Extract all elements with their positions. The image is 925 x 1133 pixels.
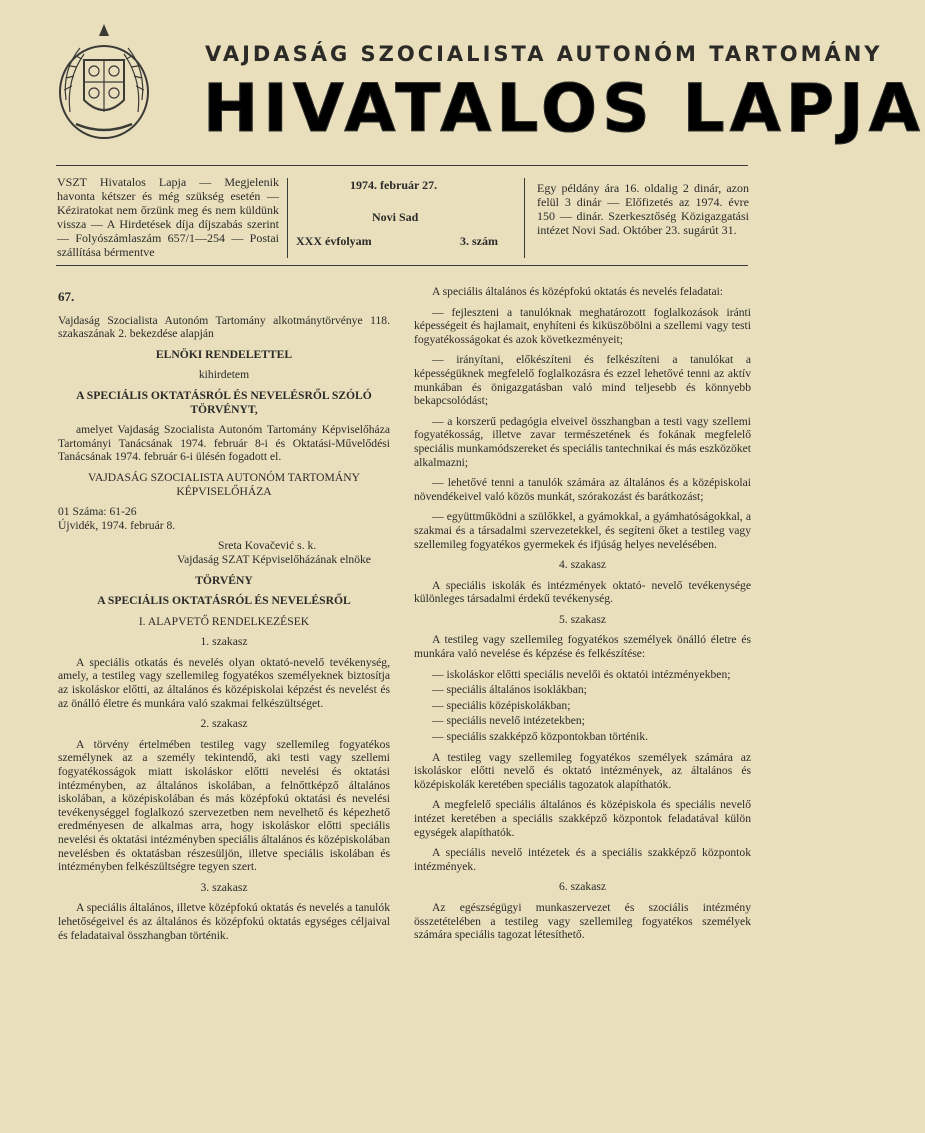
masthead-title-text: HIVATALOS LAPJA bbox=[203, 70, 925, 147]
right-column bbox=[414, 285, 751, 949]
section-5-intro: A testileg vagy szellemileg fogyatékos személyek önálló életre és munkára való nevelése és képzése és felkészítése: bbox=[414, 633, 751, 661]
masthead-subtitle: VAJDASÁG SZOCIALISTA AUTONÓM TARTOMÁNY bbox=[205, 42, 883, 66]
institution-list-item: — speciális középiskolákban; bbox=[432, 698, 571, 712]
intro-paragraph: Vajdaság Szocialista Autonóm Tartomány alkotmánytörvénye 118. szakaszának 2. bekezdése alapján bbox=[58, 313, 390, 341]
section-2-text: A törvény értelmében testileg vagy szellemileg fogyatékos személynek az a személy tekintendő, aki testi vagy szellemi fogyatékosságok miatt iskoláskor előtti nevelési és oktatási intézményben, az általános iskolában, a felnőttképző általános iskolában, a középiskolában és más középfokú oktatási és nevelési tevékenységgel foglalkozó szervezetben nem nevelhető és képezhető eredményesen de alkalmas arra, hogy iskoláskor előtti speciális nevelési és oktatási intézményben speciális általános és középiskolában nevelésben és oktatásban részesüljön, illetve speciális iskolában és intézményben felkészültségre tegyen szert. bbox=[58, 737, 390, 874]
section-5-paragraph: A megfelelő speciális általános és középiskola és speciális nevelő intézet keretében a speciális szakképző központok feladatával külön egységek alapíthatók. bbox=[414, 798, 751, 839]
task-item: — fejleszteni a tanulóknak meghatározott foglalkozások iránti képességeit és hajlamait, enyhíteni és kiküszöbölni a szellemi vagy testi fogyatékosságokat és azok következményeit; bbox=[414, 305, 751, 346]
chapter-heading: I. ALAPVETŐ RENDELKEZÉSEK bbox=[138, 614, 310, 628]
section-4-heading: 4. szakasz bbox=[559, 558, 606, 572]
section-6-text: Az egészségügyi munkaszervezet és szociális intézmény összetételében a testileg vagy szellemileg fogyatékos személyek számára speciális tagozat létesíthető. bbox=[414, 900, 751, 942]
tasks-intro: A speciális általános és középfokú oktatás és nevelés feladatai: bbox=[432, 285, 724, 298]
section-3-text: A speciális általános, illetve középfokú oktatás és nevelés a tanulók lehetőségeivel és az általános és középfokú oktatás egységes céljaival és feladataival összhangban történik. bbox=[58, 901, 390, 942]
promulgation-text: kihirdetem bbox=[198, 368, 250, 382]
publication-info: VSZT Hivatalos Lapja — Megjelenik havonta kétszer és még szükség esetén — Kéziratokat nem őrzünk meg és nem küldünk vissza — A Hirdetések díja díjszabás szerint — Folyószámlaszám 657/1—254 — Postai szállítása bérmentve bbox=[57, 175, 279, 259]
section-5-paragraph: A speciális nevelő intézetek és a speciális szakképző központok intézmények. bbox=[414, 846, 751, 873]
section-1-heading: 1. szakasz bbox=[200, 635, 248, 649]
adoption-paragraph: amelyet Vajdaság Szocialista Autonóm Tartomány Képviselőháza Tartományi Tanácsának 1974. február 8-i és Oktatási-Művelődési Tanácsának 1974. február 6-i ülésén fogadott el. bbox=[58, 423, 390, 464]
item-number: 67. bbox=[58, 289, 75, 304]
left-column bbox=[58, 290, 390, 949]
institution-list-item: — speciális általános isoklákban; bbox=[432, 683, 587, 697]
issue-volume: XXX évfolyam bbox=[296, 234, 372, 248]
section-6-heading: 6. szakasz bbox=[559, 880, 606, 894]
signer-name: Sreta Kovačević s. k. bbox=[218, 539, 317, 553]
law-title-heading: A SPECIÁLIS OKTATÁSRÓL ÉS NEVELÉSRŐL SZÓLÓ TÖRVÉNYT, bbox=[76, 388, 372, 416]
section-4-text: A speciális iskolák és intézmények oktató- nevelő tevékenysége különleges társadalmi érdekű tevékenység. bbox=[414, 578, 751, 606]
signer-role: Vajdaság SZAT Képviselőházának elnöke bbox=[177, 552, 371, 566]
decree-heading: ELNÖKI RENDELETTEL bbox=[155, 347, 293, 361]
reference-number: 01 Száma: 61-26 bbox=[58, 505, 137, 519]
section-5-heading: 5. szakasz bbox=[559, 612, 606, 626]
header-bottom-rule bbox=[56, 265, 748, 266]
section-3-heading: 3. szakasz bbox=[200, 880, 248, 894]
task-item: — lehetővé tenni a tanulók számára az általános és a középiskolai növendékeivel való közös munkát, szórakozást és barátkozást; bbox=[414, 476, 751, 503]
task-item: — irányítani, előkészíteni és felkészíteni a tanulókat a képességüknek megfelelő foglalkozásra és ezzel lehetővé tenni az aktív munkában és önigazgatásban való mind teljesebb és könnyebb bekapcsolódást; bbox=[414, 353, 751, 408]
masthead-title bbox=[203, 70, 925, 147]
coat-of-arms-emblem bbox=[56, 20, 152, 144]
header-top-rule bbox=[56, 165, 748, 166]
header-divider-left bbox=[287, 178, 288, 258]
law-heading: TÖRVÉNY bbox=[195, 573, 253, 587]
task-item: — a korszerű pedagógia elveivel összhangban a testi vagy szellemi fogyatékosság, illetve zavar természetének és fokának megfelelő speciális munkamódszereket és speciális tantechnikai és más eszközöket alkalmazni; bbox=[414, 414, 751, 469]
institution-list-item: — speciális nevelő intézetekben; bbox=[432, 714, 585, 728]
header-divider-right bbox=[524, 178, 525, 258]
institution-list-item: — speciális szakképző központokban történik. bbox=[432, 730, 649, 744]
price-subscription-info: Egy példány ára 16. oldalig 2 dinár, azon felül 3 dinár — Előfizetés az 1974. évre 150 — dinár. Szerkesztőség Közigazgatási intézet Novi Sad. Október 23. sugárút 31. bbox=[537, 181, 749, 237]
issue-number: 3. szám bbox=[460, 234, 498, 248]
issue-date: 1974. február 27. bbox=[350, 178, 438, 192]
section-5-paragraph: A testileg vagy szellemileg fogyatékos személyek számára az iskoláskor előtti nevelő és oktató intézmények, az általános és középiskolák keretében speciális tagozatok alapíthatók. bbox=[414, 750, 751, 791]
reference-date: Újvidék, 1974. február 8. bbox=[58, 518, 176, 532]
section-2-heading: 2. szakasz bbox=[200, 717, 248, 731]
institution-list-item: — iskoláskor előtti speciális nevelői és oktatói intézményekben; bbox=[432, 667, 731, 681]
assembly-name: VAJDASÁG SZOCIALISTA AUTONÓM TARTOMÁNY KÉPVISELŐHÁZA bbox=[88, 470, 360, 498]
issue-place: Novi Sad bbox=[372, 210, 419, 224]
law-title-secondary: A SPECIÁLIS OKTATÁSRÓL ÉS NEVELÉSRŐL bbox=[97, 594, 351, 608]
task-item: — együttműködni a szülőkkel, a gyámokkal, a gyámhatóságokkal, a szakmai és a társadalmi szervezetekkel, és segíteni őket a testileg vagy szellemileg fogyatékos gyermekek és ifjúság helyes nevelésében. bbox=[414, 510, 751, 551]
section-1-text: A speciális otkatás és nevelés olyan oktató-nevelő tevékenység, amely, a testileg vagy szellemileg fogyatékos személyeknek biztosítja az iskoláskor előtti, az általános és középiskolai képzést és nevelést és az önálló életre és munkára való szakmai felkészültséget. bbox=[58, 655, 390, 710]
